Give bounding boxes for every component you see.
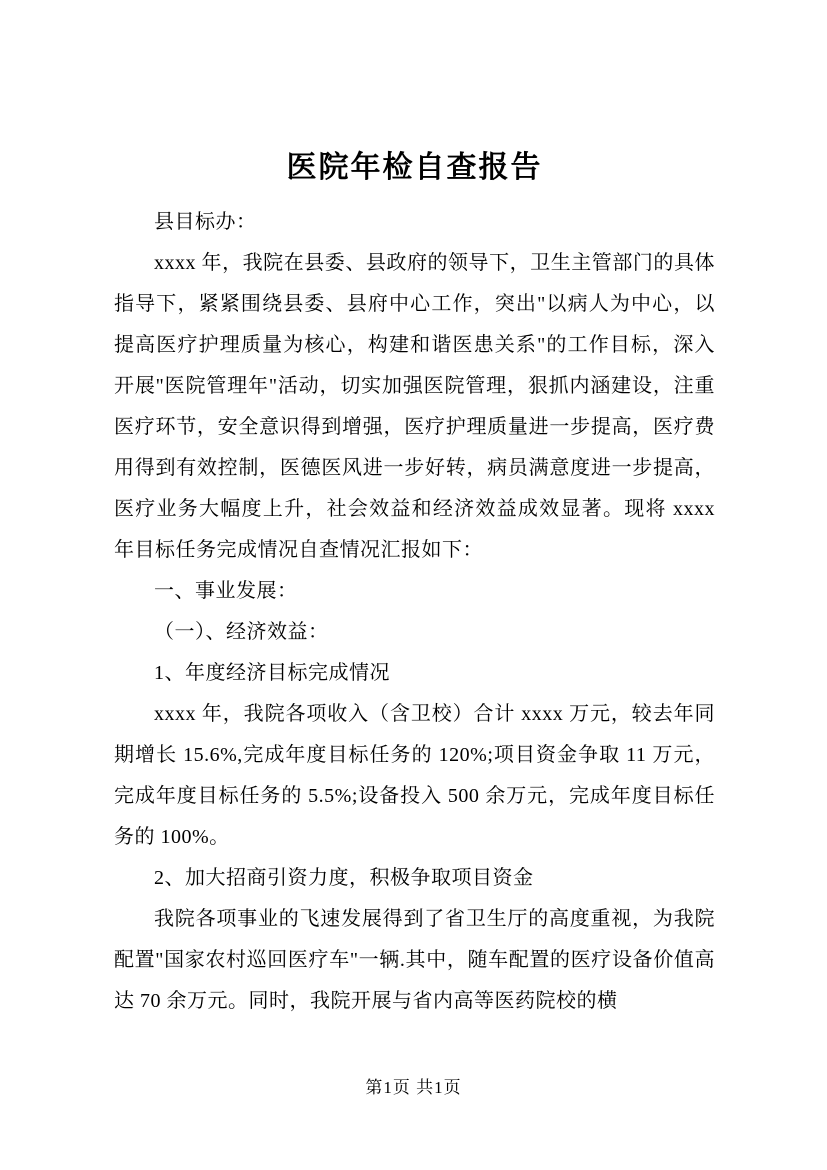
paragraph-section-heading: 一、事业发展： — [154, 580, 298, 602]
paragraph-item-1-body: xxxx 年，我院各项收入（含卫校）合计 xxxx 万元，较去年同期增长 15.6%,完成年度目标任务的 120%;项目资金争取 11 万元，完成年度目标任务的 5.5%;设备投入 500 余万元，完成年度目标任务的 100%。 — [114, 703, 715, 848]
paragraph-intro: xxxx 年，我院在县委、县政府的领导下，卫生主管部门的具体指导下，紧紧围绕县委、县府中心工作，突出"以病人为中心，以提高医疗护理质量为核心，构建和谐医患关系"的工作目标，深入开展"医院管理年"活动，切实加强医院管理，狠抓内涵建设，注重医疗环节，安全意识得到增强，医疗护理质量进一步提高，医疗费用得到有效控制，医德医风进一步好转，病员满意度进一步提高，医疗业务大幅度上升，社会效益和经济效益成效显著。现将 xxxx 年目标任务完成情况自查情况汇报如下： — [114, 252, 715, 561]
paragraph-item-1-heading: 1、年度经济目标完成情况 — [154, 662, 390, 684]
paragraph-item-2-body: 我院各项事业的飞速发展得到了省卫生厅的高度重视，为我院配置"国家农村巡回医疗车"一辆.其中，随车配置的医疗设备价值高达 70 余万元。同时，我院开展与省内高等医药院校的横 — [114, 908, 715, 1012]
paragraph-salutation: 县目标办： — [154, 211, 257, 233]
paragraph-item-2-heading: 2、加大招商引资力度，积极争取项目资金 — [154, 867, 534, 889]
document-body — [114, 148, 715, 1022]
document-title: 医院年检自查报告 — [286, 151, 543, 184]
paragraph-subsection-heading: （一）、经济效益： — [154, 621, 329, 643]
page-number-footer: 第1页 共1页 — [365, 1078, 462, 1097]
